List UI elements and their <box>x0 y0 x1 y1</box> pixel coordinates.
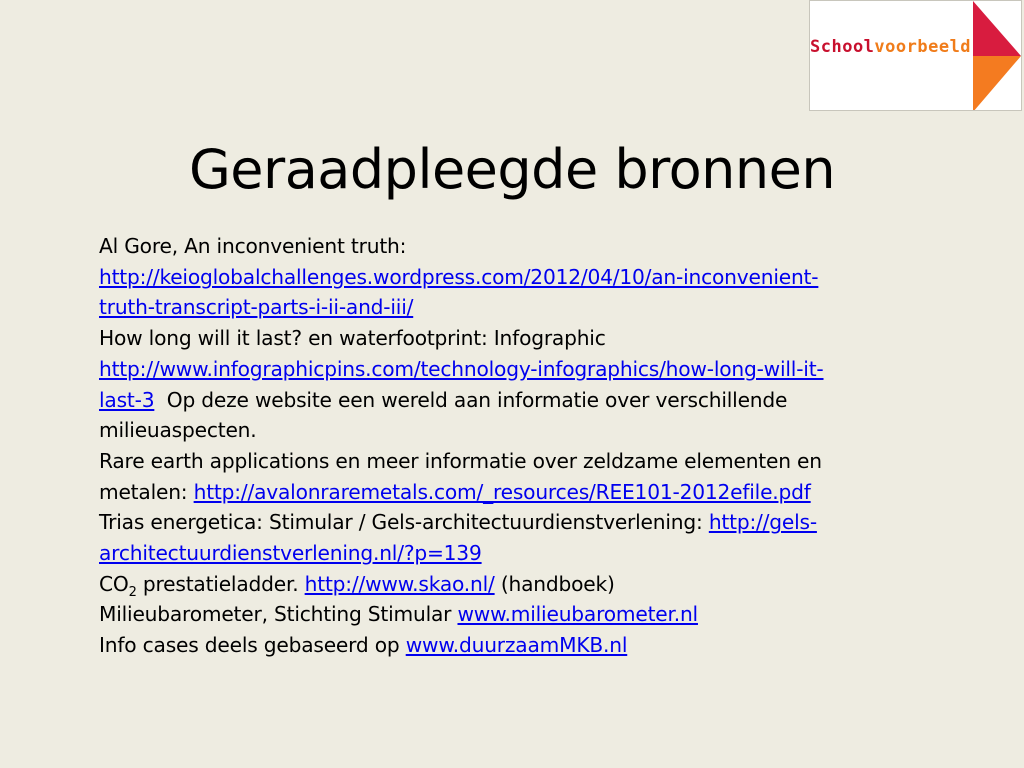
source-line <box>99 507 899 538</box>
source-label: prestatieladder. <box>142 571 299 596</box>
source-label: Trias energetica: Stimular / Gels-architectuurdienstverlening: <box>99 510 703 535</box>
source-link-duurzaammkb[interactable]: www.duurzaamMKB.nl <box>405 633 628 658</box>
source-link-avalon[interactable]: http://avalonraremetals.com/_resources/REE101-2012efile.pdf <box>193 479 811 504</box>
source-label: metalen: <box>99 479 188 504</box>
source-line <box>99 569 899 600</box>
co2-subscript: 2 <box>128 584 137 600</box>
source-link-gels-cont[interactable]: architectuurdienstverlening.nl/?p=139 <box>99 541 482 566</box>
source-description: milieuaspecten. <box>99 418 257 443</box>
sources-list <box>99 231 899 661</box>
source-label: Info cases deels gebaseerd op <box>99 633 400 658</box>
source-link-infographicpins-cont[interactable]: last-3 <box>99 387 155 412</box>
logo-text-voorbeeld: voorbeeld <box>874 37 972 57</box>
source-line <box>99 354 899 385</box>
source-link-keio[interactable]: http://keioglobalchallenges.wordpress.com/2012/04/10/an-inconvenient- <box>99 264 819 289</box>
source-line <box>99 292 899 323</box>
source-link-keio-cont[interactable]: truth-transcript-parts-i-ii-and-iii/ <box>99 295 414 320</box>
source-line <box>99 415 899 446</box>
source-description: (handboek) <box>500 571 615 596</box>
source-link-milieubarometer[interactable]: www.milieubarometer.nl <box>457 602 698 627</box>
source-line <box>99 446 899 477</box>
source-line <box>99 231 899 262</box>
source-line <box>99 538 899 569</box>
source-line <box>99 599 899 630</box>
source-label: How long will it last? en waterfootprint: Infographic <box>99 326 606 351</box>
source-line <box>99 262 899 293</box>
logo-triangle-icon <box>973 1 1021 111</box>
source-line <box>99 385 899 416</box>
source-line <box>99 477 899 508</box>
source-label: Milieubarometer, Stichting Stimular <box>99 602 452 627</box>
logo-text-school: School <box>810 37 875 57</box>
source-link-infographicpins[interactable]: http://www.infographicpins.com/technology-infographics/how-long-will-it- <box>99 356 824 381</box>
source-link-gels[interactable]: http://gels- <box>708 510 817 535</box>
source-description: Op deze website een wereld aan informatie over verschillende <box>166 387 788 412</box>
co2-prefix: CO <box>99 571 129 596</box>
source-label: Al Gore, An inconvenient truth: <box>99 234 407 258</box>
source-link-skao[interactable]: http://www.skao.nl/ <box>304 571 495 596</box>
source-line <box>99 630 899 661</box>
source-line <box>99 323 899 354</box>
logo-text <box>810 37 971 57</box>
schoolvoorbeeld-logo <box>809 0 1022 111</box>
source-label: Rare earth applications en meer informatie over zeldzame elementen en <box>99 448 822 473</box>
page-title: Geraadpleegde bronnen <box>188 138 836 201</box>
